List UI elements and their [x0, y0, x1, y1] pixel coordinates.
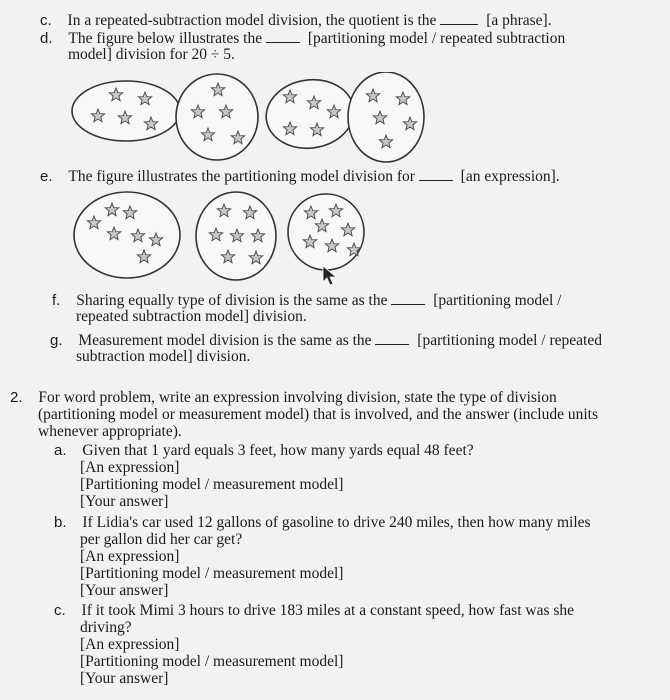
q2c-question: If it took Mimi 3 hours to drive 183 miles at a constant speed, how fast was she	[81, 602, 575, 619]
q2a	[54, 442, 474, 460]
q2b-answer[interactable]: [Your answer]	[80, 582, 169, 599]
group-3	[262, 74, 359, 154]
item-f-label: f.	[52, 292, 61, 309]
item-c-blank[interactable]	[440, 10, 478, 25]
q2b-model[interactable]: [Partitioning model / measurement model]	[80, 565, 344, 582]
item-g-hint: [partitioning model / repeated	[417, 332, 602, 349]
figure-d-groups	[0, 72, 670, 172]
item-g-label: g.	[50, 332, 63, 349]
item-d	[40, 28, 565, 48]
q2c-model[interactable]: [Partitioning model / measurement model]	[80, 653, 344, 670]
item-g-line2: subtraction model] division.	[76, 348, 251, 365]
q2b-question2: per gallon did her car get?	[80, 531, 243, 548]
item-e-blank[interactable]	[419, 166, 453, 181]
group-2	[176, 74, 258, 160]
item-g-text: Measurement model division is the same as the	[78, 332, 372, 349]
group-4	[348, 72, 424, 162]
figure-e-groups	[0, 190, 670, 290]
item-d-label: d.	[40, 30, 53, 47]
item-f-text: Sharing equally type of division is the same as the	[76, 292, 388, 309]
q2a-question: Given that 1 yard equals 3 feet, how many yards equal 48 feet?	[82, 442, 474, 459]
q2c-question2: driving?	[80, 619, 132, 636]
item-f-line2: repeated subtraction model] division.	[76, 308, 307, 325]
q2-line1: For word problem, write an expression involving division, state the type of division	[38, 389, 557, 406]
q2-line3: whenever appropriate).	[38, 423, 182, 440]
item-f-blank[interactable]	[391, 290, 425, 305]
group-e-2	[196, 192, 276, 280]
item-d-hint: [partitioning model / repeated subtraction	[307, 30, 566, 47]
q2a-label: a.	[54, 442, 67, 459]
q2c-label: c.	[54, 602, 66, 619]
item-c	[40, 10, 552, 30]
group-e-1	[74, 192, 180, 278]
item-d-text: The figure below illustrates the	[68, 30, 263, 47]
item-c-label: c.	[40, 12, 52, 29]
q2-heading	[10, 389, 557, 407]
q2b-label: b.	[54, 514, 67, 531]
q2a-model[interactable]: [Partitioning model / measurement model]	[80, 476, 344, 493]
q2c	[54, 602, 574, 620]
item-e-hint: [an expression].	[460, 168, 560, 185]
item-g	[50, 330, 602, 350]
item-e-text: The figure illustrates the partitioning model division for	[68, 168, 415, 185]
item-d-line2: model] division for 20 ÷ 5.	[68, 46, 235, 63]
q2b	[54, 514, 591, 532]
item-g-blank[interactable]	[375, 330, 409, 345]
q2a-answer[interactable]: [Your answer]	[80, 493, 169, 510]
q2a-expr[interactable]: [An expression]	[80, 459, 180, 476]
group-e-3	[288, 194, 364, 270]
item-f-hint: [partitioning model /	[433, 292, 562, 309]
item-f	[52, 290, 562, 310]
q2-label: 2.	[10, 389, 23, 406]
q2b-question: If Lidia's car used 12 gallons of gasoline to drive 240 miles, then how many miles	[82, 514, 591, 531]
item-c-hint: [a phrase].	[486, 12, 552, 29]
q2c-expr[interactable]: [An expression]	[80, 636, 180, 653]
group-1	[72, 81, 180, 141]
item-c-text: In a repeated-subtraction model division, the quotient is the	[67, 12, 437, 29]
q2b-expr[interactable]: [An expression]	[80, 548, 180, 565]
item-e-label: e.	[40, 168, 53, 185]
q2c-answer[interactable]: [Your answer]	[80, 670, 169, 687]
item-e	[40, 166, 560, 186]
item-d-blank[interactable]	[266, 28, 300, 43]
q2-line2: (partitioning model or measurement model) that is involved, and the answer (include units	[38, 406, 599, 423]
